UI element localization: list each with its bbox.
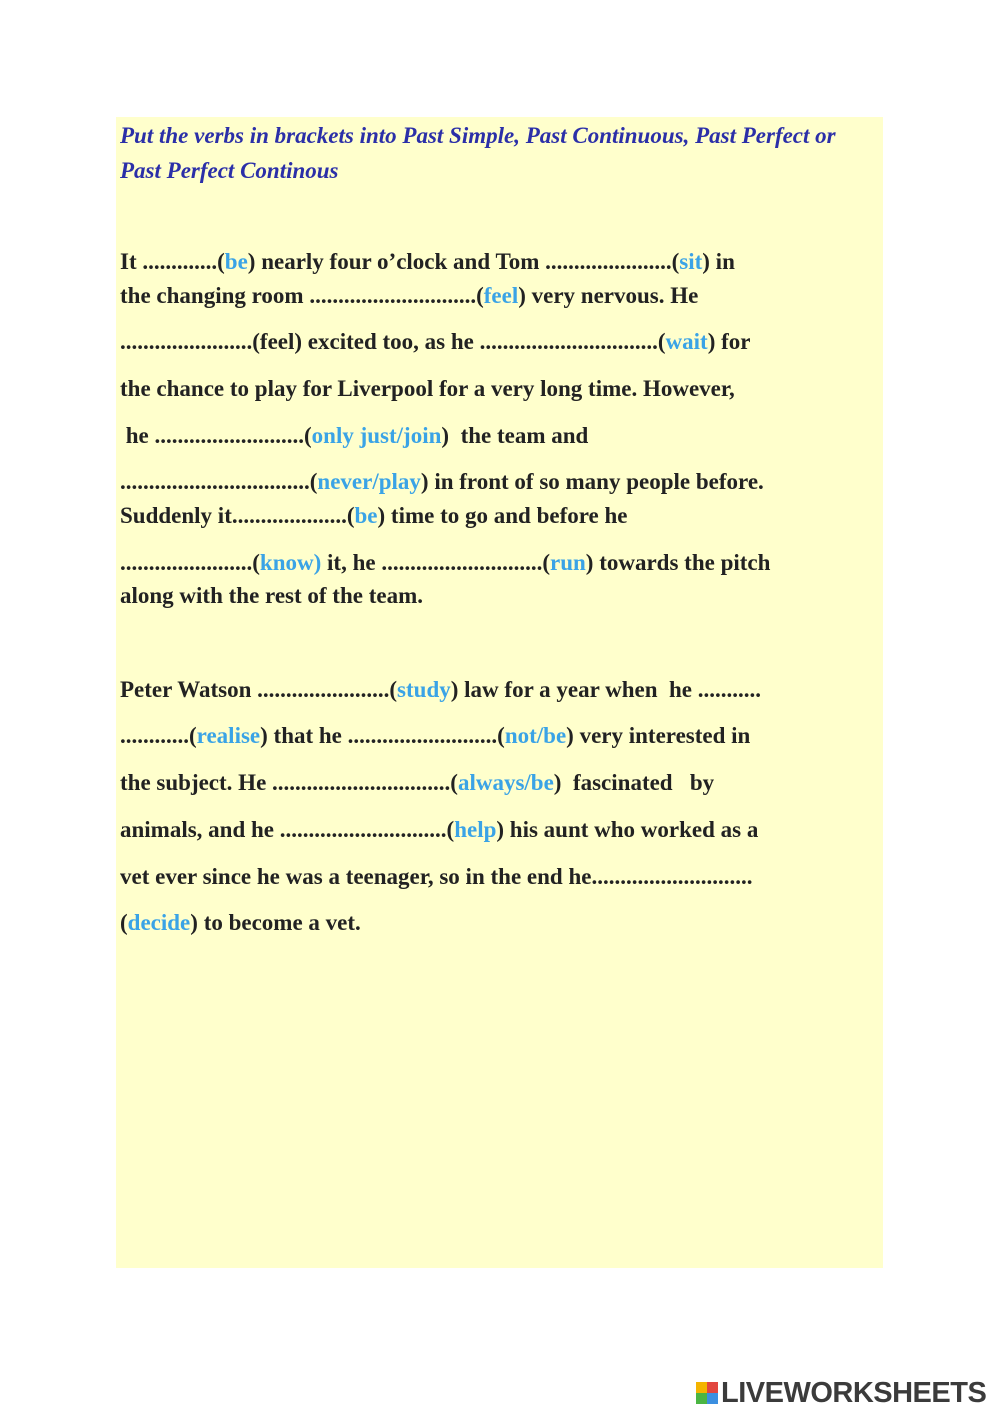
line-text: it, he ............................(: [321, 550, 550, 575]
exercise-line: [120, 548, 770, 578]
line-text: Suddenly it....................(: [120, 503, 355, 528]
liveworksheets-logo: [696, 1376, 986, 1410]
verb-prompt: not/be: [504, 723, 567, 748]
line-text: ) nearly four o’clock and Tom ......................(: [247, 249, 680, 274]
line-text: ) fascinated by: [553, 770, 715, 795]
line-text: .......................(: [120, 550, 260, 575]
line-text: ............(: [120, 723, 197, 748]
verb-prompt: realise: [196, 723, 261, 748]
exercise-line: [120, 247, 735, 277]
line-text: It .............(: [120, 249, 225, 274]
brand-name: LIVEWORKSHEETS: [721, 1376, 987, 1409]
verb-prompt: help: [454, 817, 497, 842]
verb-prompt: never/play: [317, 469, 421, 494]
exercise-line: [120, 421, 588, 451]
exercise-line: [120, 327, 750, 357]
line-text: animals, and he .............................(: [120, 817, 455, 842]
logo-icon: [696, 1382, 718, 1404]
line-text: ) in: [702, 249, 735, 274]
exercise-line: [120, 721, 750, 751]
line-text: (: [120, 910, 128, 935]
exercise-line: [120, 675, 761, 705]
line-text: the chance to play for Liverpool for a very long time. However,: [120, 376, 735, 401]
verb-prompt: always/be: [457, 770, 554, 795]
exercise-line: [120, 467, 764, 497]
line-text: ) very interested in: [566, 723, 751, 748]
line-text: .......................(feel) excited too, as he ...............................(: [120, 329, 666, 354]
line-text: ) towards the pitch: [585, 550, 771, 575]
verb-prompt: feel: [483, 283, 519, 308]
verb-prompt: run: [550, 550, 586, 575]
line-text: Peter Watson .......................(: [120, 677, 398, 702]
line-text: vet ever since he was a teenager, so in the end he............................: [120, 864, 753, 889]
line-text: ) time to go and before he: [377, 503, 628, 528]
verb-prompt: be: [224, 249, 248, 274]
verb-prompt: be: [354, 503, 378, 528]
verb-prompt: sit: [679, 249, 703, 274]
exercise-line: [120, 862, 752, 892]
line-text: the subject. He ...............................(: [120, 770, 458, 795]
line-text: ) that he ..........................(: [260, 723, 505, 748]
line-text: .................................(: [120, 469, 318, 494]
verb-prompt: wait: [665, 329, 708, 354]
verb-prompt: know): [259, 550, 322, 575]
line-text: ) to become a vet.: [190, 910, 361, 935]
verb-prompt: study: [397, 677, 451, 702]
verb-prompt: only just/join: [311, 423, 442, 448]
line-text: the changing room .............................(: [120, 283, 484, 308]
exercise-line: [120, 768, 714, 798]
line-text: ) in front of so many people before.: [420, 469, 764, 494]
exercise-line: [120, 501, 628, 531]
line-text: ) his aunt who worked as a: [496, 817, 759, 842]
instructions-heading: Put the verbs in brackets into Past Simple, Past Continuous, Past Perfect or Past Perfect Continous: [120, 123, 836, 183]
line-text: along with the rest of the team.: [120, 583, 423, 608]
exercise-line: [120, 281, 698, 311]
line-text: he ..........................(: [120, 423, 312, 448]
exercise-line: [120, 374, 735, 404]
verb-prompt: decide: [127, 910, 191, 935]
exercise-line: [120, 581, 423, 611]
line-text: ) the team and: [441, 423, 589, 448]
exercise-line: [120, 815, 758, 845]
line-text: ) law for a year when he ...........: [450, 677, 762, 702]
line-text: ) for: [707, 329, 751, 354]
line-text: ) very nervous. He: [518, 283, 699, 308]
exercise-line: [120, 908, 361, 938]
